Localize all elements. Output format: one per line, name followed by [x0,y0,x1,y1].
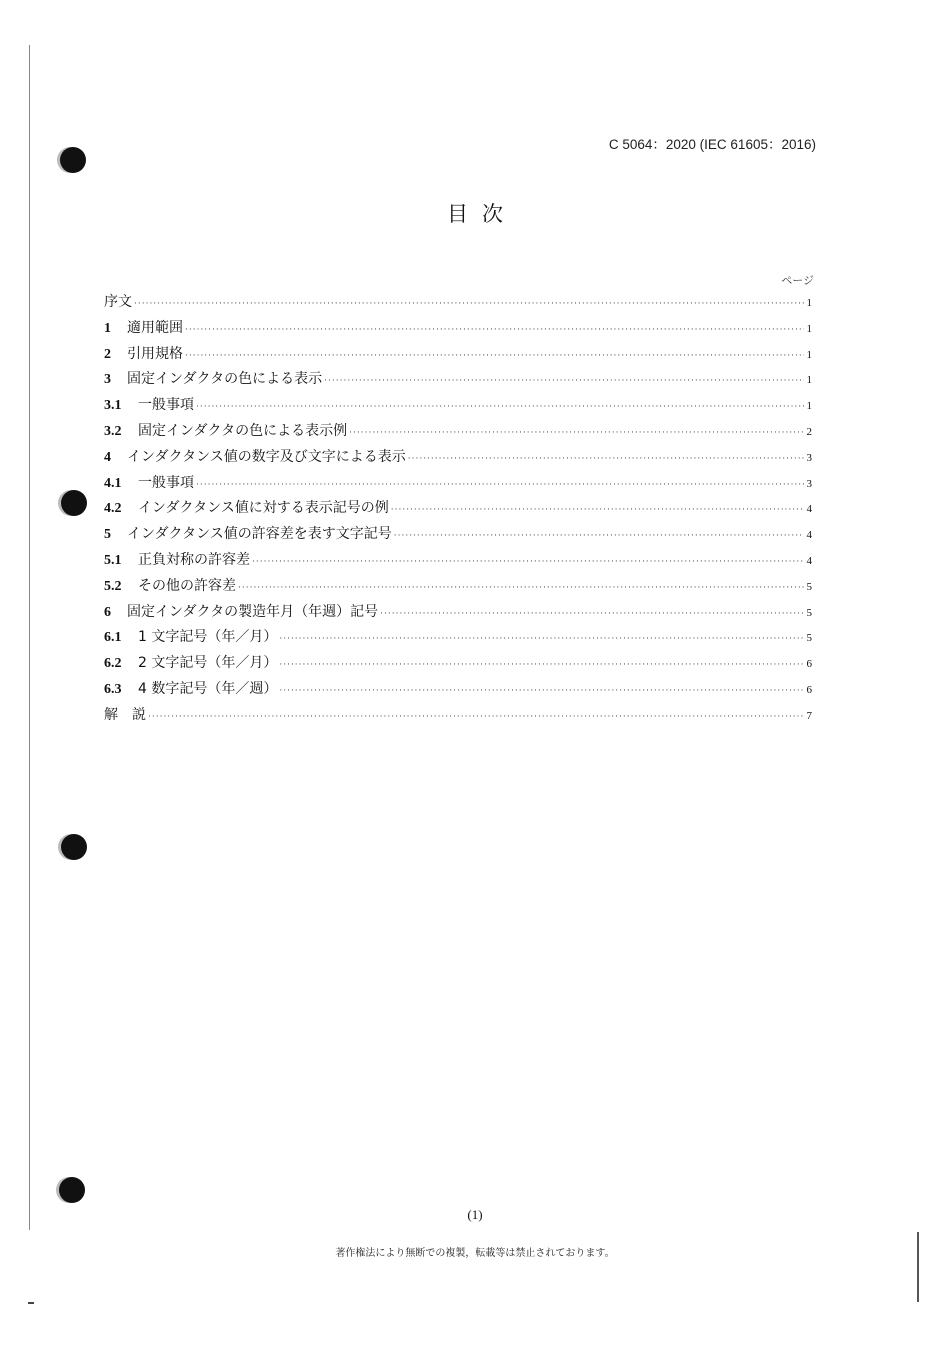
toc-entry-title: 固定インダクタの製造年月（年週）記号 [127,603,379,620]
dot-leader [134,299,804,309]
toc-entry[interactable] [104,678,812,704]
toc-entry[interactable] [104,472,812,498]
toc-entry-page: 1 [806,400,812,413]
dot-leader [238,583,804,593]
toc-entry-page: 3 [806,451,812,464]
dot-leader [252,557,804,567]
toc-entry-page: 2 [806,425,812,438]
toc-entry[interactable] [104,343,812,369]
toc-entry-title: インダクタンス値の許容差を表す文字記号 [127,526,392,543]
dot-leader [380,609,804,619]
toc-entry[interactable] [104,497,812,523]
toc-entry-page: 1 [806,297,812,309]
toc-entry-page: 5 [806,580,812,593]
dot-leader [391,505,804,515]
toc-entry-title: 4 数字記号（年／週） [138,680,278,697]
toc-entry-title: 一般事項 [138,397,194,414]
dot-leader [279,686,804,696]
toc-entry-number: 6.2 [104,656,122,672]
toc-entry-title: 正負対称の許容差 [138,551,250,568]
toc-entry-number: 1 [104,320,111,336]
toc-entry-page: 4 [806,503,812,516]
toc-entry[interactable] [104,394,812,420]
toc-entry-number: 4 [104,449,111,465]
dot-leader [185,325,804,335]
toc-entry-number: 5.1 [104,552,122,568]
dot-leader [324,376,804,386]
toc-entry-page: 6 [806,658,812,671]
toc-entry-number: 6 [104,604,111,620]
toc-entry[interactable] [104,420,812,446]
toc-entry-page: 1 [806,374,812,387]
dot-leader [196,402,804,412]
toc-entry[interactable] [104,652,812,678]
toc-entry[interactable] [104,523,812,549]
toc-entry-title: 2 文字記号（年／月） [138,655,278,672]
toc-entry-page: 4 [806,529,812,542]
toc-entry-title: 一般事項 [138,474,194,491]
toc-entry-number: 5.2 [104,578,122,594]
toc-entry[interactable] [104,601,812,627]
toc-entry-number: 3.2 [104,423,122,439]
toc-entry-title: インダクタンス値の数字及び文字による表示 [127,448,406,465]
toc-entry-page: 4 [806,554,812,567]
toc-entry[interactable] [104,291,812,317]
toc-entry[interactable] [104,549,812,575]
dot-leader [279,660,804,670]
toc-entry-page: 1 [806,348,812,361]
toc-entry[interactable] [104,575,812,601]
toc-entry[interactable] [104,626,812,652]
document-number: C 5064：2020 (IEC 61605：2016) [608,137,816,152]
dot-leader [349,428,804,438]
page-folio: (1) [467,1207,483,1222]
scan-edge-line [917,1232,919,1302]
toc-entry-title: その他の許容差 [138,577,236,594]
page-column-label: ページ [781,274,814,287]
toc-entry-number: 4.1 [104,475,122,491]
page-title: 目次 [447,202,517,226]
toc-entry-title: 1 文字記号（年／月） [138,629,278,646]
punch-hole-icon [59,1177,85,1203]
toc-entry-page: 7 [806,709,812,722]
punch-hole-icon [61,490,87,516]
toc-entry[interactable] [104,368,812,394]
toc-entry[interactable] [104,446,812,472]
punch-hole-icon [60,147,86,173]
toc-entry-page: 5 [806,632,812,645]
toc-entry-page: 1 [806,322,812,335]
scan-mark [28,1302,34,1304]
toc-entry-number: 4.2 [104,501,122,517]
toc-entry-title: 引用規格 [127,345,183,362]
toc-entry-number: 5 [104,527,111,543]
toc-entry-page: 3 [806,477,812,490]
toc-entry-title: 適用範囲 [127,319,183,336]
toc-entry-title: インダクタンス値に対する表示記号の例 [138,500,389,517]
toc-entry-number: 3 [104,372,111,388]
dot-leader [408,454,804,464]
punch-hole-icon [61,834,87,860]
dot-leader [394,531,804,541]
dot-leader [185,351,804,361]
toc-entry-number: 2 [104,346,111,362]
toc-entry-page: 6 [806,683,812,696]
toc-entry-number: 6.1 [104,630,122,646]
dot-leader [196,480,804,490]
toc-entry-title: 固定インダクタの色による表示例 [138,422,348,439]
toc-entry-page: 5 [806,606,812,619]
dot-leader [148,712,804,722]
table-of-contents [104,291,812,730]
toc-entry[interactable] [104,704,812,730]
toc-entry-title: 固定インダクタの色による表示 [127,371,323,388]
toc-entry-title: 序文 [104,294,132,310]
toc-entry-title: 解 説 [104,706,146,723]
copyright-notice: 著作権法により無断での複製，転載等は禁止されております。 [335,1248,615,1259]
toc-entry[interactable] [104,317,812,343]
toc-entry-number: 6.3 [104,681,122,697]
dot-leader [279,634,804,644]
toc-entry-number: 3.1 [104,398,122,414]
